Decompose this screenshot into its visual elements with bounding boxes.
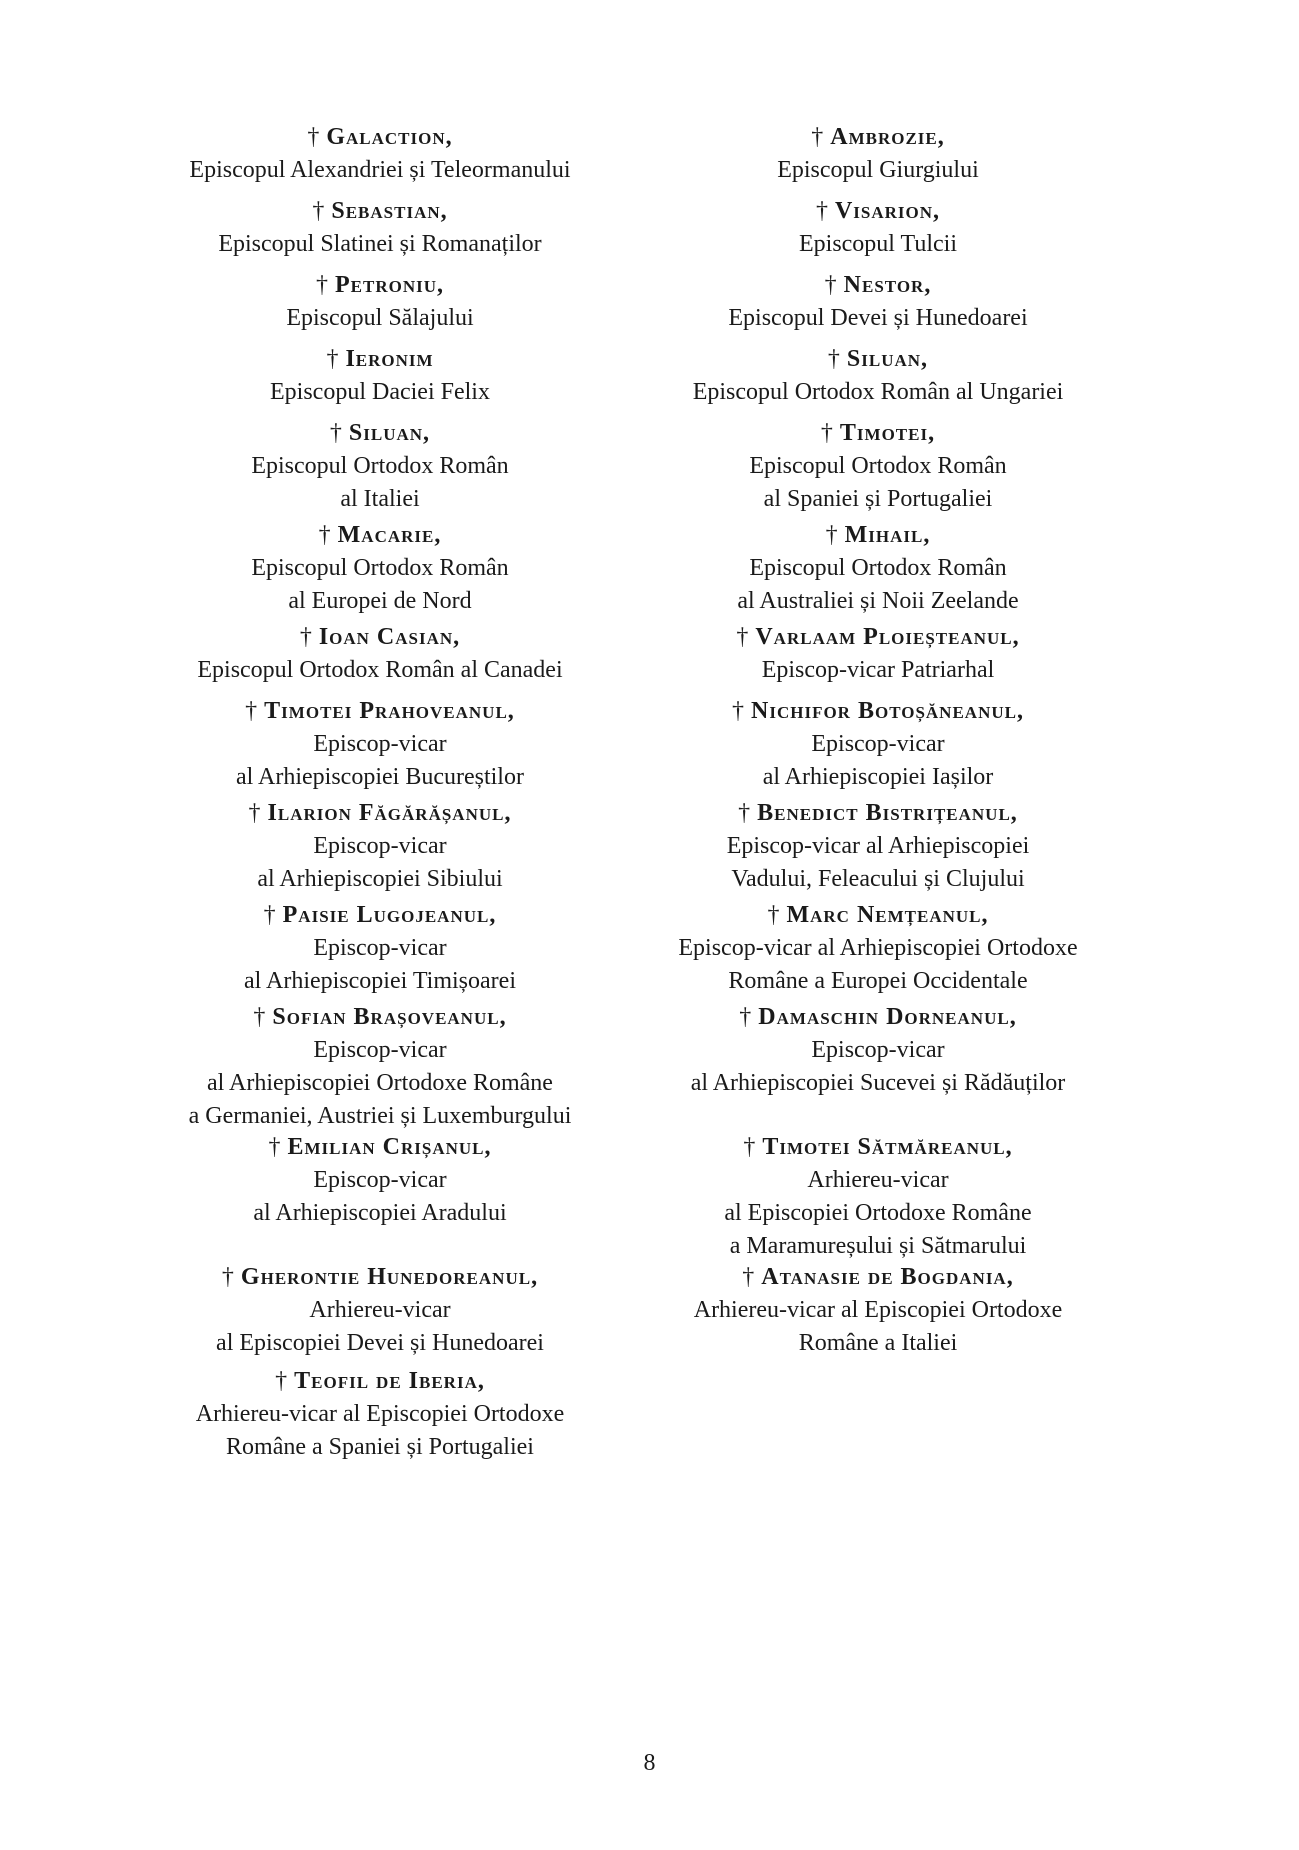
bishop-name <box>138 620 622 654</box>
bishop-entry <box>636 898 1120 998</box>
bishop-entry <box>636 416 1120 516</box>
bishop-title-line: Episcopul Slatinei și Romanaților <box>218 231 542 257</box>
bishop-title-line: Arhiereu-vicar <box>807 1167 949 1193</box>
bishop-name <box>138 1000 622 1034</box>
bishop-name-text: Marc Nemțeanul, <box>786 902 989 928</box>
page-number: 8 <box>643 1750 656 1776</box>
bishop-name <box>636 268 1120 302</box>
bishop-title-line: al Arhiepiscopiei Ortodoxe Române <box>207 1070 553 1096</box>
dagger-icon: † <box>221 1264 235 1290</box>
bishop-title-line: Episcopul Ortodox Român <box>251 453 509 479</box>
dagger-icon: † <box>263 902 277 928</box>
bishop-name-text: Ioan Casian, <box>318 624 461 650</box>
bishop-name-text: Varlaam Ploieșteanul, <box>755 624 1020 650</box>
bishop-entry <box>138 342 622 409</box>
dagger-icon: † <box>329 420 343 446</box>
bishop-title-line: Române a Europei Occidentale <box>728 968 1028 994</box>
bishop-name-text: Visarion, <box>834 198 941 224</box>
bishop-name-text: Gherontie Hunedoreanul, <box>240 1264 539 1290</box>
bishop-name-text: Ieronim <box>345 346 434 372</box>
bishop-name-text: Nestor, <box>843 272 932 298</box>
dagger-icon: † <box>299 624 313 650</box>
dagger-icon: † <box>824 272 838 298</box>
bishop-name <box>636 620 1120 654</box>
bishop-title-line: al Arhiepiscopiei Sibiului <box>257 866 503 892</box>
bishop-name <box>636 898 1120 932</box>
bishop-name <box>138 694 622 728</box>
dagger-icon: † <box>318 522 332 548</box>
bishop-name <box>636 1130 1120 1164</box>
bishop-title-line: Episcop-vicar <box>811 731 945 757</box>
dagger-icon: † <box>827 346 841 372</box>
bishop-name-text: Paisie Lugojeanul, <box>282 902 497 928</box>
bishop-title-line: a Maramureșului și Sătmarului <box>729 1233 1027 1259</box>
bishop-title-line: Episcop-vicar Patriarhal <box>761 657 995 683</box>
bishop-title-line: al Arhiepiscopiei Sucevei și Rădăuților <box>690 1070 1066 1096</box>
bishop-title-line: Episcopul Ortodox Român <box>251 555 509 581</box>
bishop-name <box>636 1260 1120 1294</box>
bishop-name-text: Damaschin Dorneanul, <box>758 1004 1017 1030</box>
bishop-entry <box>636 120 1120 187</box>
bishop-title-line: al Arhiepiscopiei Iașilor <box>762 764 994 790</box>
bishop-title-line: Arhiereu-vicar <box>309 1297 451 1323</box>
bishop-name-text: Macarie, <box>337 522 442 548</box>
bishop-name-text: Siluan, <box>348 420 431 446</box>
bishop-name <box>636 518 1120 552</box>
bishop-name <box>138 796 622 830</box>
dagger-icon: † <box>738 800 752 826</box>
bishop-name-text: Ilarion Făgărășanul, <box>267 800 512 826</box>
dagger-icon: † <box>245 698 259 724</box>
bishop-entry <box>636 1000 1120 1100</box>
dagger-icon: † <box>326 346 340 372</box>
dagger-icon: † <box>825 522 839 548</box>
bishop-title-line: Episcopul Ortodox Român <box>749 555 1007 581</box>
bishop-title-line: al Arhiepiscopiei Bucureștilor <box>236 764 524 790</box>
bishop-name <box>636 342 1120 376</box>
bishop-title-line: al Arhiepiscopiei Aradului <box>253 1200 507 1226</box>
bishop-title-line: al Italiei <box>340 486 420 512</box>
bishop-title-line: Episcop-vicar <box>313 1037 447 1063</box>
bishop-entry <box>138 694 622 794</box>
bishop-title-line: Episcopul Tulcii <box>798 231 958 257</box>
bishop-title-line: al Episcopiei Devei și Hunedoarei <box>216 1330 544 1356</box>
dagger-icon: † <box>307 124 321 150</box>
dagger-icon: † <box>253 1004 267 1030</box>
bishop-name-text: Timotei Sătmăreanul, <box>762 1134 1013 1160</box>
bishop-name <box>138 898 622 932</box>
bishop-name-text: Teofil de Iberia, <box>294 1368 485 1394</box>
bishop-name-text: Timotei Prahoveanul, <box>264 698 515 724</box>
bishop-title-line: Episcop-vicar <box>313 833 447 859</box>
bishop-title-line: al Europei de Nord <box>288 588 472 614</box>
bishop-name <box>138 518 622 552</box>
bishop-entry <box>138 796 622 896</box>
bishop-title-line: a Germaniei, Austriei și Luxemburgului <box>188 1103 572 1129</box>
bishop-name <box>138 1364 622 1398</box>
bishop-title-line: Episcopul Ortodox Român <box>749 453 1007 479</box>
bishop-name <box>138 1260 622 1294</box>
bishop-title-line: al Episcopiei Ortodoxe Române <box>724 1200 1032 1226</box>
bishop-title-line: Vadului, Feleacului și Clujului <box>731 866 1025 892</box>
bishop-entry <box>636 194 1120 261</box>
bishop-title-line: Episcopul Alexandriei și Teleormanului <box>189 157 571 183</box>
bishop-entry <box>636 796 1120 896</box>
bishop-name-text: Atanasie de Bogdania, <box>761 1264 1014 1290</box>
dagger-icon: † <box>811 124 825 150</box>
dagger-icon: † <box>268 1134 282 1160</box>
bishop-name <box>636 1000 1120 1034</box>
bishop-title-line: al Australiei și Noii Zeelande <box>737 588 1019 614</box>
bishop-entry <box>636 694 1120 794</box>
bishop-name <box>138 416 622 450</box>
dagger-icon: † <box>736 624 750 650</box>
bishop-name <box>636 194 1120 228</box>
bishop-name <box>636 416 1120 450</box>
bishop-entry <box>138 1130 622 1230</box>
bishop-name <box>138 342 622 376</box>
dagger-icon: † <box>732 698 746 724</box>
bishop-entry <box>636 620 1120 687</box>
bishop-title-line: al Arhiepiscopiei Timișoarei <box>244 968 516 994</box>
bishop-title-line: Române a Italiei <box>798 1330 958 1356</box>
bishop-title-line: Episcopul Ortodox Român al Ungariei <box>692 379 1064 405</box>
bishop-entry <box>138 518 622 618</box>
bishop-name-text: Sofian Brașoveanul, <box>272 1004 507 1030</box>
bishop-title-line: Episcopul Daciei Felix <box>270 379 490 405</box>
dagger-icon: † <box>820 420 834 446</box>
bishop-name <box>636 796 1120 830</box>
bishop-name <box>636 694 1120 728</box>
bishop-title-line: Arhiereu-vicar al Episcopiei Ortodoxe <box>195 1401 565 1427</box>
dagger-icon: † <box>767 902 781 928</box>
bishop-entry <box>636 1130 1120 1263</box>
dagger-icon: † <box>275 1368 289 1394</box>
bishop-name-text: Nichifor Botoșăneanul, <box>751 698 1024 724</box>
bishop-title-line: Episcopul Ortodox Român al Canadei <box>197 657 563 683</box>
dagger-icon: † <box>248 800 262 826</box>
bishop-title-line: Episcop-vicar <box>313 731 447 757</box>
bishop-name-text: Galaction, <box>326 124 453 150</box>
dagger-icon: † <box>742 1264 756 1290</box>
bishop-name-text: Siluan, <box>846 346 929 372</box>
bishop-title-line: Episcopul Sălajului <box>286 305 474 331</box>
bishop-name <box>138 1130 622 1164</box>
bishop-title-line: Episcop-vicar <box>313 935 447 961</box>
bishop-name-text: Timotei, <box>839 420 936 446</box>
bishop-title-line: al Spaniei și Portugaliei <box>763 486 993 512</box>
bishop-name-text: Emilian Crișanul, <box>287 1134 492 1160</box>
bishop-entry <box>138 620 622 687</box>
bishop-title-line: Episcopul Giurgiului <box>777 157 979 183</box>
bishop-entry <box>138 898 622 998</box>
bishop-entry <box>636 518 1120 618</box>
bishop-name <box>636 120 1120 154</box>
bishop-title-line: Episcopul Devei și Hunedoarei <box>728 305 1028 331</box>
bishop-name <box>138 120 622 154</box>
bishop-title-line: Episcop-vicar al Arhiepiscopiei Ortodoxe <box>678 935 1078 961</box>
bishop-entry <box>138 268 622 335</box>
bishop-entry <box>138 416 622 516</box>
bishop-name <box>138 268 622 302</box>
dagger-icon: † <box>743 1134 757 1160</box>
bishop-title-line: Române a Spaniei și Portugaliei <box>226 1434 534 1460</box>
bishop-entry <box>138 1364 622 1464</box>
dagger-icon: † <box>315 272 329 298</box>
bishop-entry <box>138 1000 622 1133</box>
bishop-entry <box>138 120 622 187</box>
dagger-icon: † <box>312 198 326 224</box>
bishop-entry <box>636 268 1120 335</box>
bishop-title-line: Episcop-vicar al Arhiepiscopiei <box>726 833 1030 859</box>
bishop-title-line: Episcop-vicar <box>811 1037 945 1063</box>
bishop-entry <box>138 194 622 261</box>
bishop-name-text: Sebastian, <box>331 198 448 224</box>
bishop-entry <box>138 1260 622 1360</box>
dagger-icon: † <box>815 198 829 224</box>
bishop-name-text: Petroniu, <box>334 272 444 298</box>
dagger-icon: † <box>739 1004 753 1030</box>
bishop-name-text: Benedict Bistrițeanul, <box>757 800 1018 826</box>
bishop-entry <box>636 1260 1120 1360</box>
bishop-entry <box>636 342 1120 409</box>
bishop-title-line: Arhiereu-vicar al Episcopiei Ortodoxe <box>693 1297 1063 1323</box>
bishop-name-text: Mihail, <box>844 522 931 548</box>
bishop-name-text: Ambrozie, <box>830 124 945 150</box>
bishop-name <box>138 194 622 228</box>
bishop-title-line: Episcop-vicar <box>313 1167 447 1193</box>
